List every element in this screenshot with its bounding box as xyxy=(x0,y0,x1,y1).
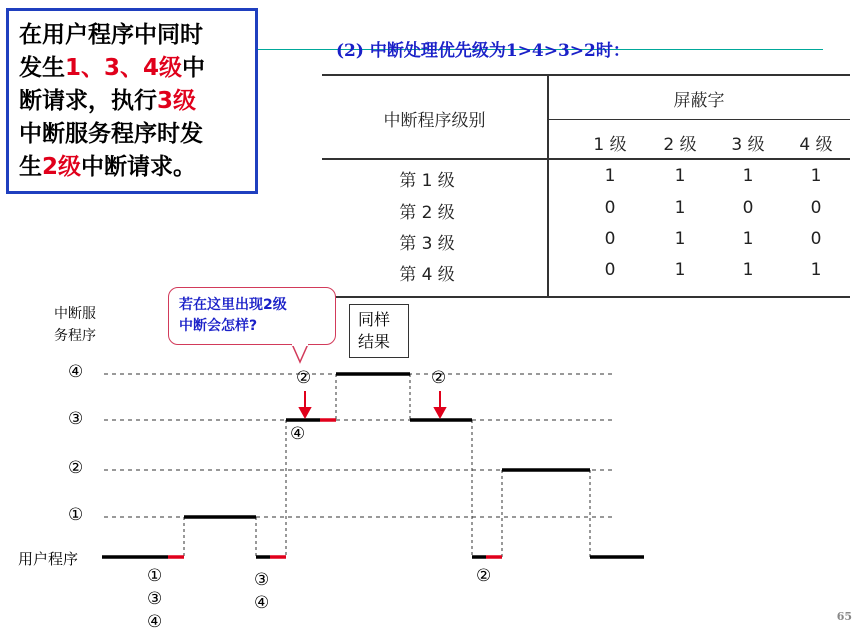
mask-bit: 0 xyxy=(742,198,754,218)
row-header: 中断程序级别 xyxy=(383,111,486,131)
mask-bit: 0 xyxy=(604,198,616,218)
level-4-label: ④ xyxy=(68,362,84,382)
bubble-pointer xyxy=(292,344,308,362)
transition-lines xyxy=(184,374,590,557)
bubble-line-1: 若在这里出现2级 xyxy=(179,297,287,313)
request-marker: ② xyxy=(476,566,492,586)
page-number: 65 xyxy=(836,610,852,623)
same-line-1: 同样 xyxy=(358,310,391,329)
request-marker: ③ xyxy=(147,589,163,609)
column-header: 2 级 xyxy=(663,135,697,155)
service-routine-axis-title xyxy=(54,303,96,347)
level-3-label: ③ xyxy=(68,409,84,429)
mask-bit: 1 xyxy=(742,166,754,186)
request-marker: ② xyxy=(431,368,447,388)
row-label: 第 2 级 xyxy=(399,203,455,223)
row-label: 第 3 级 xyxy=(399,234,455,254)
level-guides xyxy=(104,374,612,517)
mask-bit: 0 xyxy=(604,260,616,280)
request-marker: ④ xyxy=(254,593,270,613)
level-2-label: ② xyxy=(68,458,84,478)
bubble-line-2: 中断会怎样? xyxy=(179,318,258,334)
arrow-down-icon xyxy=(435,408,445,417)
question-bubble xyxy=(168,287,336,345)
row-label: 第 1 级 xyxy=(399,171,455,191)
mask-bit: 1 xyxy=(810,260,822,280)
interrupt-response-segments xyxy=(168,420,502,557)
same-result-box xyxy=(349,304,409,358)
group-header: 屏蔽字 xyxy=(673,91,725,111)
mask-bit: 1 xyxy=(674,166,686,186)
same-result-text xyxy=(358,309,390,353)
interrupt-arrows xyxy=(300,391,445,417)
bubble-text xyxy=(179,295,287,337)
mask-bit: 0 xyxy=(604,229,616,249)
callout-line-1: 在用户程序中同时 xyxy=(19,22,203,48)
execution-segments xyxy=(102,374,644,557)
callout-line-5: 生2级中断请求。 xyxy=(19,154,197,180)
mask-bit: 1 xyxy=(604,166,616,186)
axis-title-line-1: 中断服 xyxy=(54,306,96,322)
column-header: 1 级 xyxy=(593,135,627,155)
column-header: 4 级 xyxy=(799,135,833,155)
bubble-pointer-joint xyxy=(292,342,308,346)
request-marker: ④ xyxy=(147,612,163,632)
user-program-label: 用户程序 xyxy=(18,550,79,568)
request-marker: ④ xyxy=(290,424,306,444)
callout-line-4: 中断服务程序时发 xyxy=(19,121,203,147)
callout-line-2: 发生1、3、4级中 xyxy=(19,55,206,81)
level-1-label: ① xyxy=(68,505,84,525)
mask-bit: 0 xyxy=(810,198,822,218)
request-marker: ② xyxy=(296,368,312,388)
mask-bit: 1 xyxy=(674,229,686,249)
axis-title-line-2: 务程序 xyxy=(54,328,96,344)
arrow-down-icon xyxy=(300,408,310,417)
callout-line-3: 断请求，执行3级 xyxy=(19,88,197,114)
mask-bit: 1 xyxy=(742,260,754,280)
mask-bit: 1 xyxy=(742,229,754,249)
mask-bit: 1 xyxy=(674,198,686,218)
row-label: 第 4 级 xyxy=(399,265,455,285)
request-marker: ① xyxy=(147,566,163,586)
mask-bit: 1 xyxy=(810,166,822,186)
column-header: 3 级 xyxy=(731,135,765,155)
same-line-2: 结果 xyxy=(358,332,391,351)
mask-bit: 1 xyxy=(674,260,686,280)
slide-subtitle: (2) 中断处理优先级为1>4>3>2时： xyxy=(336,41,630,61)
request-marker: ③ xyxy=(254,570,270,590)
mask-bit: 0 xyxy=(810,229,822,249)
